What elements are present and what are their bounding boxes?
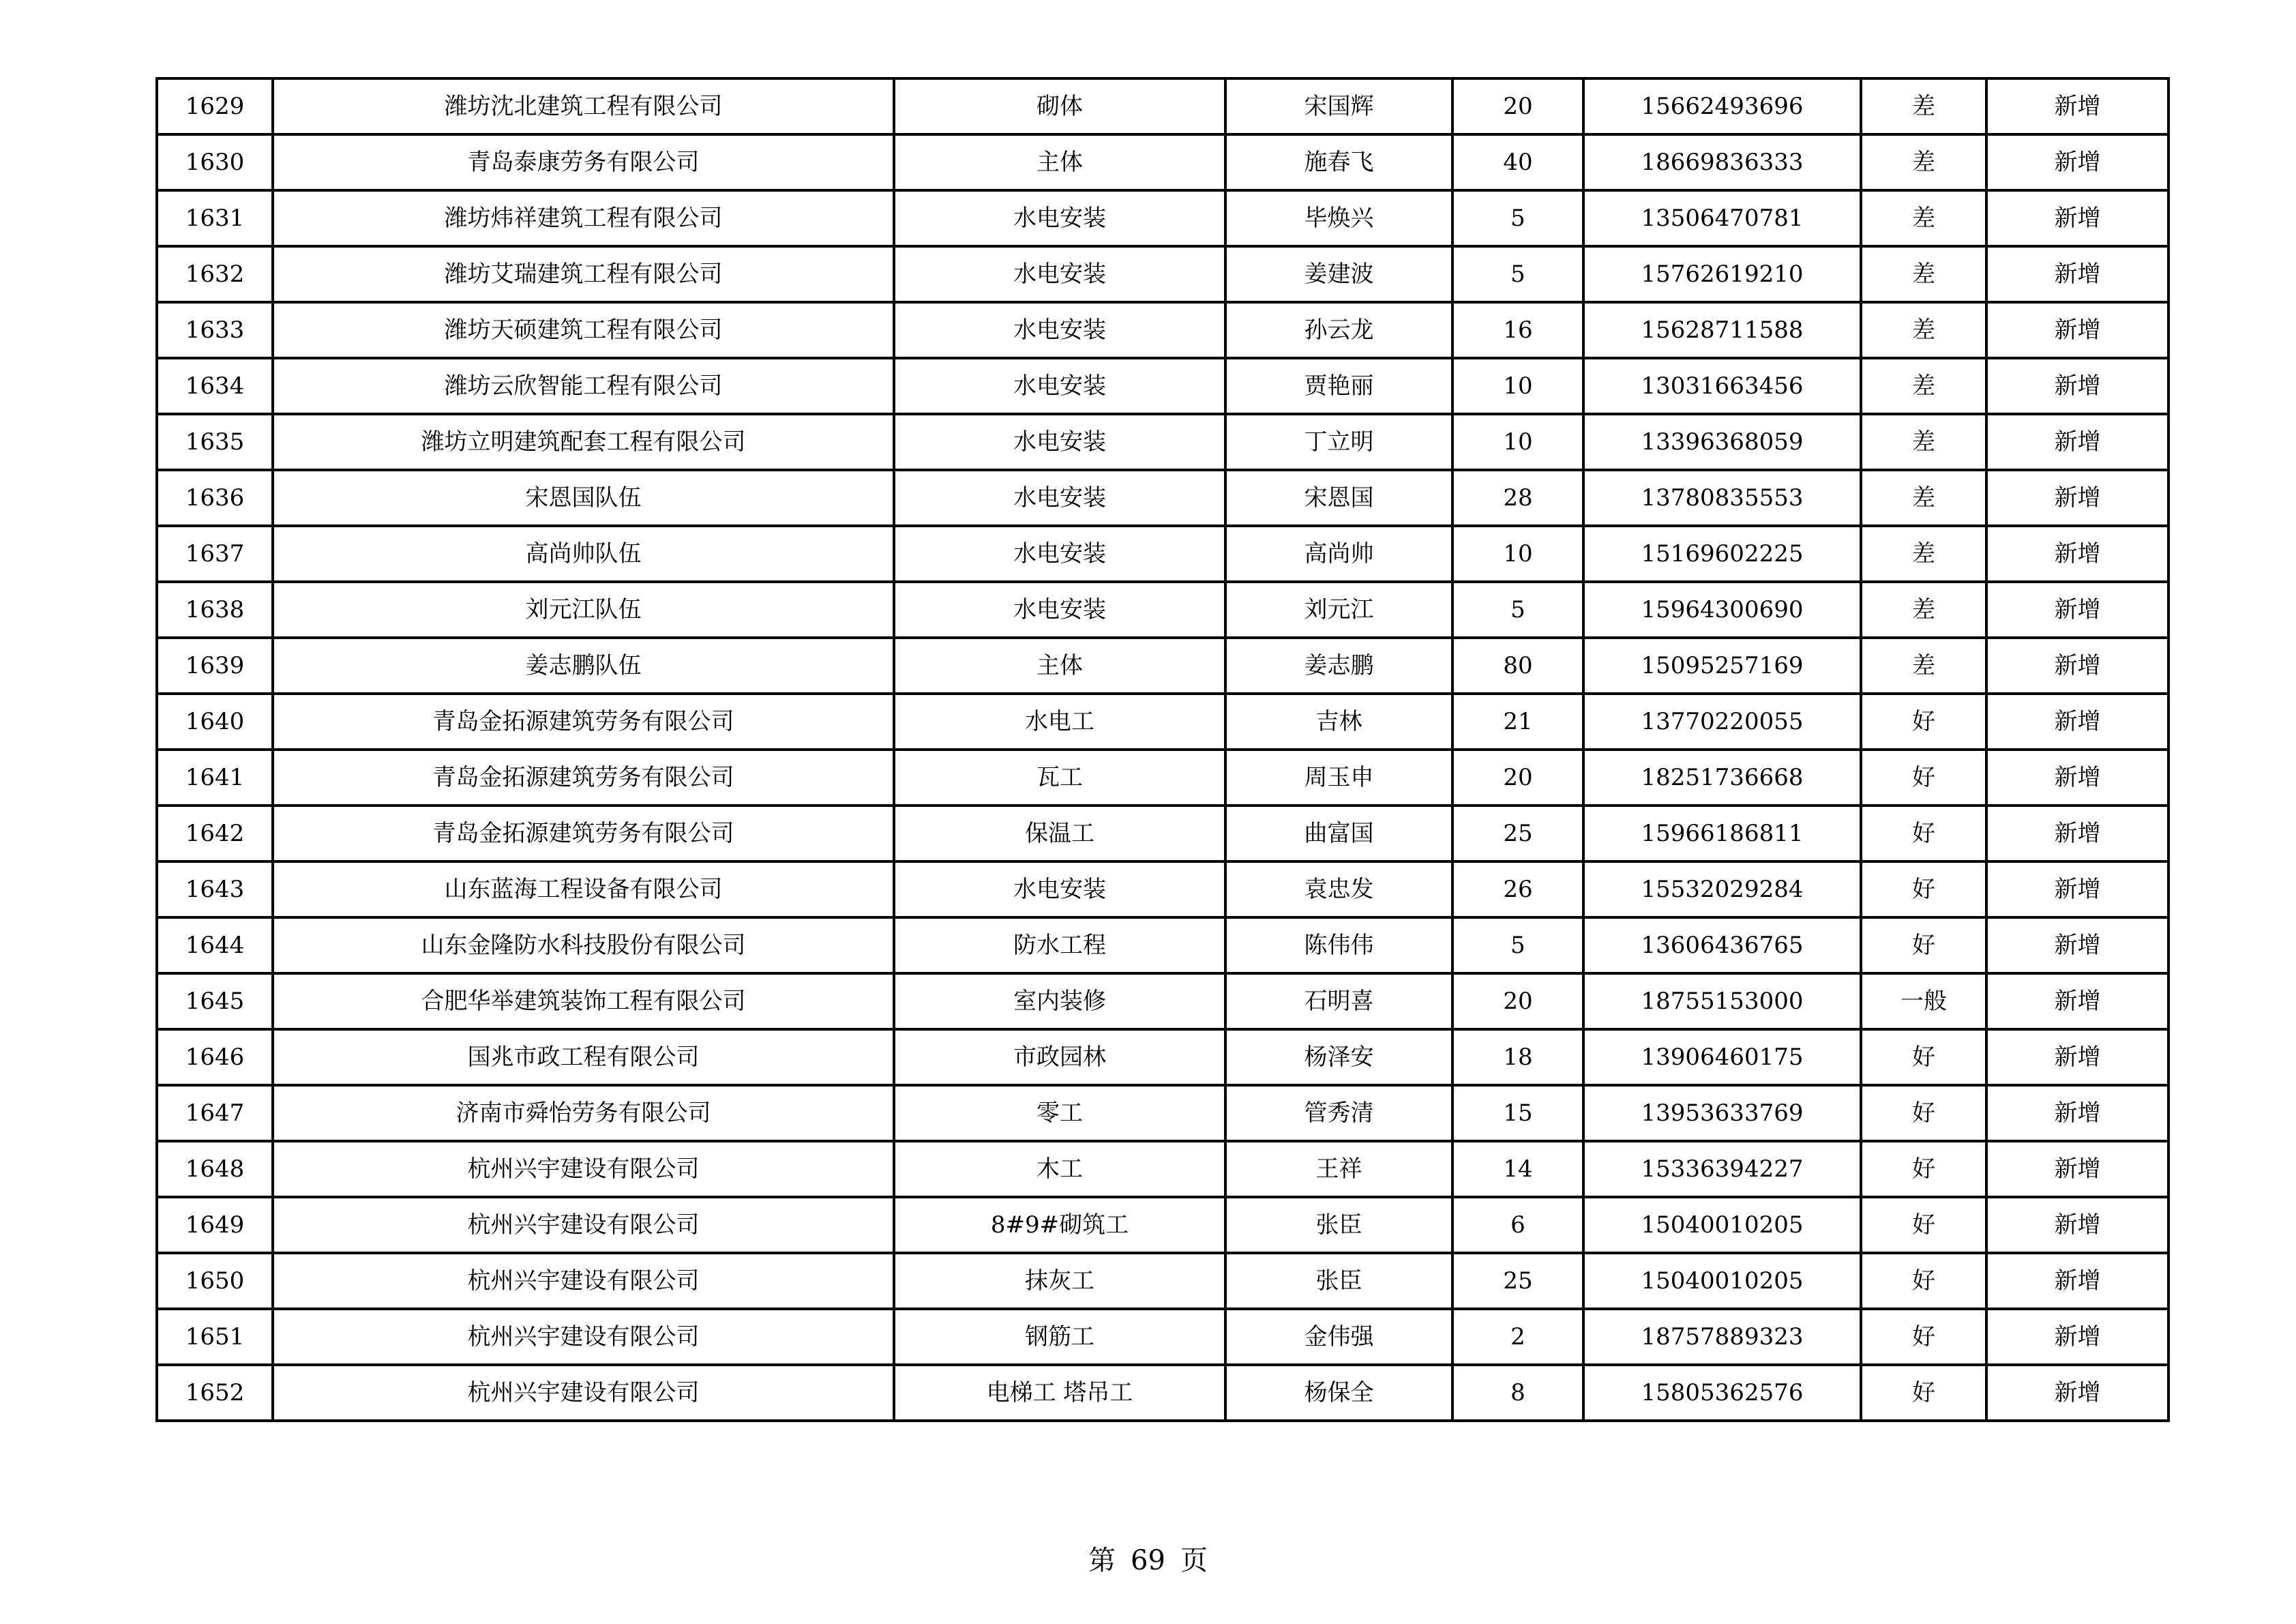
cell-trade: 水电安装	[894, 582, 1225, 638]
cell-rating: 好	[1861, 694, 1986, 750]
cell-index: 1637	[157, 526, 273, 582]
cell-contact: 杨保全	[1225, 1365, 1452, 1421]
cell-index: 1641	[157, 750, 273, 806]
cell-index: 1644	[157, 917, 273, 973]
cell-trade: 主体	[894, 638, 1225, 694]
cell-status: 新增	[1986, 358, 2168, 414]
cell-company: 杭州兴宇建设有限公司	[273, 1197, 894, 1253]
table-row	[157, 638, 2168, 694]
cell-headcount: 20	[1452, 78, 1583, 134]
cell-contact: 施春飞	[1225, 134, 1452, 190]
cell-phone: 15628711588	[1583, 302, 1861, 358]
cell-index: 1652	[157, 1365, 273, 1421]
cell-headcount: 16	[1452, 302, 1583, 358]
cell-status: 新增	[1986, 1309, 2168, 1365]
table-row	[157, 917, 2168, 973]
cell-status: 新增	[1986, 470, 2168, 526]
cell-company: 宋恩国队伍	[273, 470, 894, 526]
cell-phone: 15040010205	[1583, 1197, 1861, 1253]
cell-company: 山东蓝海工程设备有限公司	[273, 861, 894, 917]
cell-headcount: 28	[1452, 470, 1583, 526]
table-row	[157, 694, 2168, 750]
cell-trade: 水电安装	[894, 470, 1225, 526]
cell-headcount: 20	[1452, 973, 1583, 1029]
table-row	[157, 526, 2168, 582]
table-row	[157, 1141, 2168, 1197]
cell-contact: 丁立明	[1225, 414, 1452, 470]
cell-contact: 陈伟伟	[1225, 917, 1452, 973]
cell-headcount: 80	[1452, 638, 1583, 694]
cell-phone: 13396368059	[1583, 414, 1861, 470]
table-row	[157, 1365, 2168, 1421]
cell-phone: 18669836333	[1583, 134, 1861, 190]
cell-contact: 姜志鹏	[1225, 638, 1452, 694]
table-row	[157, 78, 2168, 134]
cell-rating: 好	[1861, 1029, 1986, 1085]
cell-trade: 水电安装	[894, 526, 1225, 582]
cell-contact: 高尚帅	[1225, 526, 1452, 582]
cell-rating: 差	[1861, 470, 1986, 526]
cell-status: 新增	[1986, 917, 2168, 973]
cell-rating: 差	[1861, 134, 1986, 190]
cell-company: 山东金隆防水科技股份有限公司	[273, 917, 894, 973]
cell-trade: 保温工	[894, 806, 1225, 861]
cell-trade: 8#9#砌筑工	[894, 1197, 1225, 1253]
cell-status: 新增	[1986, 78, 2168, 134]
cell-rating: 差	[1861, 582, 1986, 638]
table-row	[157, 750, 2168, 806]
cell-company: 济南市舜怡劳务有限公司	[273, 1085, 894, 1141]
cell-status: 新增	[1986, 582, 2168, 638]
cell-company: 高尚帅队伍	[273, 526, 894, 582]
cell-trade: 水电安装	[894, 190, 1225, 246]
cell-index: 1643	[157, 861, 273, 917]
cell-phone: 13031663456	[1583, 358, 1861, 414]
cell-rating: 好	[1861, 1253, 1986, 1309]
table-body	[157, 78, 2168, 1421]
cell-index: 1636	[157, 470, 273, 526]
page-number: 69	[1131, 1545, 1165, 1576]
cell-company: 刘元江队伍	[273, 582, 894, 638]
cell-phone: 18755153000	[1583, 973, 1861, 1029]
cell-headcount: 25	[1452, 806, 1583, 861]
cell-company: 青岛金拓源建筑劳务有限公司	[273, 750, 894, 806]
cell-headcount: 2	[1452, 1309, 1583, 1365]
table-row	[157, 861, 2168, 917]
cell-rating: 好	[1861, 1309, 1986, 1365]
table-row	[157, 302, 2168, 358]
cell-headcount: 10	[1452, 526, 1583, 582]
cell-trade: 水电安装	[894, 246, 1225, 302]
cell-contact: 金伟强	[1225, 1309, 1452, 1365]
cell-headcount: 25	[1452, 1253, 1583, 1309]
table-row	[157, 1085, 2168, 1141]
contractor-table	[155, 77, 2170, 1422]
cell-headcount: 21	[1452, 694, 1583, 750]
table-row	[157, 246, 2168, 302]
cell-contact: 杨泽安	[1225, 1029, 1452, 1085]
cell-company: 青岛泰康劳务有限公司	[273, 134, 894, 190]
cell-headcount: 20	[1452, 750, 1583, 806]
cell-phone: 15805362576	[1583, 1365, 1861, 1421]
cell-phone: 15040010205	[1583, 1253, 1861, 1309]
cell-rating: 差	[1861, 246, 1986, 302]
cell-headcount: 8	[1452, 1365, 1583, 1421]
cell-headcount: 5	[1452, 582, 1583, 638]
cell-headcount: 40	[1452, 134, 1583, 190]
cell-index: 1645	[157, 973, 273, 1029]
cell-index: 1635	[157, 414, 273, 470]
cell-trade: 水电安装	[894, 861, 1225, 917]
cell-phone: 13906460175	[1583, 1029, 1861, 1085]
cell-rating: 差	[1861, 358, 1986, 414]
cell-contact: 管秀清	[1225, 1085, 1452, 1141]
cell-index: 1646	[157, 1029, 273, 1085]
cell-status: 新增	[1986, 861, 2168, 917]
cell-trade: 水电工	[894, 694, 1225, 750]
cell-company: 潍坊立明建筑配套工程有限公司	[273, 414, 894, 470]
cell-index: 1632	[157, 246, 273, 302]
cell-trade: 砌体	[894, 78, 1225, 134]
cell-contact: 孙云龙	[1225, 302, 1452, 358]
cell-headcount: 15	[1452, 1085, 1583, 1141]
cell-headcount: 5	[1452, 917, 1583, 973]
page-label-suffix: 页	[1180, 1545, 1208, 1576]
cell-phone: 13953633769	[1583, 1085, 1861, 1141]
cell-index: 1648	[157, 1141, 273, 1197]
table-row	[157, 1309, 2168, 1365]
cell-phone: 15662493696	[1583, 78, 1861, 134]
cell-company: 潍坊艾瑞建筑工程有限公司	[273, 246, 894, 302]
cell-rating: 差	[1861, 638, 1986, 694]
table-row	[157, 973, 2168, 1029]
cell-rating: 好	[1861, 1085, 1986, 1141]
cell-trade: 电梯工 塔吊工	[894, 1365, 1225, 1421]
cell-headcount: 10	[1452, 414, 1583, 470]
cell-phone: 15095257169	[1583, 638, 1861, 694]
cell-status: 新增	[1986, 638, 2168, 694]
table-row	[157, 1253, 2168, 1309]
table-row	[157, 1029, 2168, 1085]
cell-contact: 姜建波	[1225, 246, 1452, 302]
cell-headcount: 14	[1452, 1141, 1583, 1197]
cell-company: 青岛金拓源建筑劳务有限公司	[273, 806, 894, 861]
cell-headcount: 26	[1452, 861, 1583, 917]
cell-trade: 水电安装	[894, 414, 1225, 470]
cell-rating: 一般	[1861, 973, 1986, 1029]
cell-phone: 18251736668	[1583, 750, 1861, 806]
cell-index: 1631	[157, 190, 273, 246]
cell-index: 1630	[157, 134, 273, 190]
cell-status: 新增	[1986, 134, 2168, 190]
table-row	[157, 1197, 2168, 1253]
cell-index: 1634	[157, 358, 273, 414]
cell-status: 新增	[1986, 302, 2168, 358]
table-row	[157, 134, 2168, 190]
cell-phone: 13780835553	[1583, 470, 1861, 526]
cell-headcount: 5	[1452, 246, 1583, 302]
cell-contact: 周玉申	[1225, 750, 1452, 806]
cell-status: 新增	[1986, 1197, 2168, 1253]
cell-contact: 袁忠发	[1225, 861, 1452, 917]
cell-trade: 木工	[894, 1141, 1225, 1197]
cell-company: 潍坊沈北建筑工程有限公司	[273, 78, 894, 134]
cell-company: 潍坊炜祥建筑工程有限公司	[273, 190, 894, 246]
cell-status: 新增	[1986, 694, 2168, 750]
cell-status: 新增	[1986, 246, 2168, 302]
cell-trade: 瓦工	[894, 750, 1225, 806]
cell-status: 新增	[1986, 1253, 2168, 1309]
cell-contact: 张臣	[1225, 1253, 1452, 1309]
cell-company: 杭州兴宇建设有限公司	[273, 1141, 894, 1197]
cell-phone: 15336394227	[1583, 1141, 1861, 1197]
cell-rating: 差	[1861, 526, 1986, 582]
cell-rating: 好	[1861, 861, 1986, 917]
cell-rating: 好	[1861, 917, 1986, 973]
cell-rating: 好	[1861, 750, 1986, 806]
cell-status: 新增	[1986, 806, 2168, 861]
cell-index: 1651	[157, 1309, 273, 1365]
cell-status: 新增	[1986, 750, 2168, 806]
cell-contact: 石明喜	[1225, 973, 1452, 1029]
cell-index: 1642	[157, 806, 273, 861]
cell-phone: 15966186811	[1583, 806, 1861, 861]
page-footer	[0, 1547, 2296, 1574]
table-row	[157, 190, 2168, 246]
cell-company: 杭州兴宇建设有限公司	[273, 1309, 894, 1365]
cell-contact: 贾艳丽	[1225, 358, 1452, 414]
cell-company: 青岛金拓源建筑劳务有限公司	[273, 694, 894, 750]
cell-trade: 市政园林	[894, 1029, 1225, 1085]
cell-phone: 13770220055	[1583, 694, 1861, 750]
cell-company: 国兆市政工程有限公司	[273, 1029, 894, 1085]
cell-status: 新增	[1986, 190, 2168, 246]
cell-rating: 好	[1861, 1197, 1986, 1253]
table-row	[157, 806, 2168, 861]
cell-status: 新增	[1986, 1029, 2168, 1085]
cell-status: 新增	[1986, 973, 2168, 1029]
cell-status: 新增	[1986, 414, 2168, 470]
cell-contact: 吉林	[1225, 694, 1452, 750]
cell-index: 1647	[157, 1085, 273, 1141]
cell-phone: 13506470781	[1583, 190, 1861, 246]
cell-contact: 王祥	[1225, 1141, 1452, 1197]
cell-rating: 差	[1861, 78, 1986, 134]
cell-contact: 刘元江	[1225, 582, 1452, 638]
table-row	[157, 470, 2168, 526]
cell-status: 新增	[1986, 1141, 2168, 1197]
cell-phone: 15964300690	[1583, 582, 1861, 638]
cell-trade: 抹灰工	[894, 1253, 1225, 1309]
cell-rating: 差	[1861, 302, 1986, 358]
cell-trade: 室内装修	[894, 973, 1225, 1029]
cell-contact: 毕焕兴	[1225, 190, 1452, 246]
cell-rating: 好	[1861, 806, 1986, 861]
cell-index: 1633	[157, 302, 273, 358]
cell-rating: 差	[1861, 414, 1986, 470]
table-row	[157, 358, 2168, 414]
cell-contact: 宋国辉	[1225, 78, 1452, 134]
cell-company: 潍坊天硕建筑工程有限公司	[273, 302, 894, 358]
cell-company: 杭州兴宇建设有限公司	[273, 1253, 894, 1309]
cell-phone: 18757889323	[1583, 1309, 1861, 1365]
cell-company: 潍坊云欣智能工程有限公司	[273, 358, 894, 414]
cell-headcount: 10	[1452, 358, 1583, 414]
cell-trade: 零工	[894, 1085, 1225, 1141]
cell-contact: 宋恩国	[1225, 470, 1452, 526]
cell-index: 1649	[157, 1197, 273, 1253]
cell-contact: 张臣	[1225, 1197, 1452, 1253]
cell-trade: 防水工程	[894, 917, 1225, 973]
table-row	[157, 582, 2168, 638]
cell-phone: 13606436765	[1583, 917, 1861, 973]
cell-index: 1640	[157, 694, 273, 750]
cell-status: 新增	[1986, 1085, 2168, 1141]
cell-headcount: 6	[1452, 1197, 1583, 1253]
cell-trade: 水电安装	[894, 358, 1225, 414]
cell-status: 新增	[1986, 526, 2168, 582]
cell-rating: 好	[1861, 1141, 1986, 1197]
cell-trade: 主体	[894, 134, 1225, 190]
table-row	[157, 414, 2168, 470]
cell-phone: 15762619210	[1583, 246, 1861, 302]
cell-phone: 15532029284	[1583, 861, 1861, 917]
cell-company: 姜志鹏队伍	[273, 638, 894, 694]
cell-company: 合肥华举建筑装饰工程有限公司	[273, 973, 894, 1029]
cell-index: 1639	[157, 638, 273, 694]
cell-company: 杭州兴宇建设有限公司	[273, 1365, 894, 1421]
cell-contact: 曲富国	[1225, 806, 1452, 861]
cell-index: 1650	[157, 1253, 273, 1309]
cell-status: 新增	[1986, 1365, 2168, 1421]
cell-headcount: 18	[1452, 1029, 1583, 1085]
cell-trade: 水电安装	[894, 302, 1225, 358]
cell-phone: 15169602225	[1583, 526, 1861, 582]
cell-index: 1638	[157, 582, 273, 638]
cell-index: 1629	[157, 78, 273, 134]
cell-trade: 钢筋工	[894, 1309, 1225, 1365]
cell-rating: 好	[1861, 1365, 1986, 1421]
cell-headcount: 5	[1452, 190, 1583, 246]
cell-rating: 差	[1861, 190, 1986, 246]
page-label-prefix: 第	[1088, 1545, 1116, 1576]
